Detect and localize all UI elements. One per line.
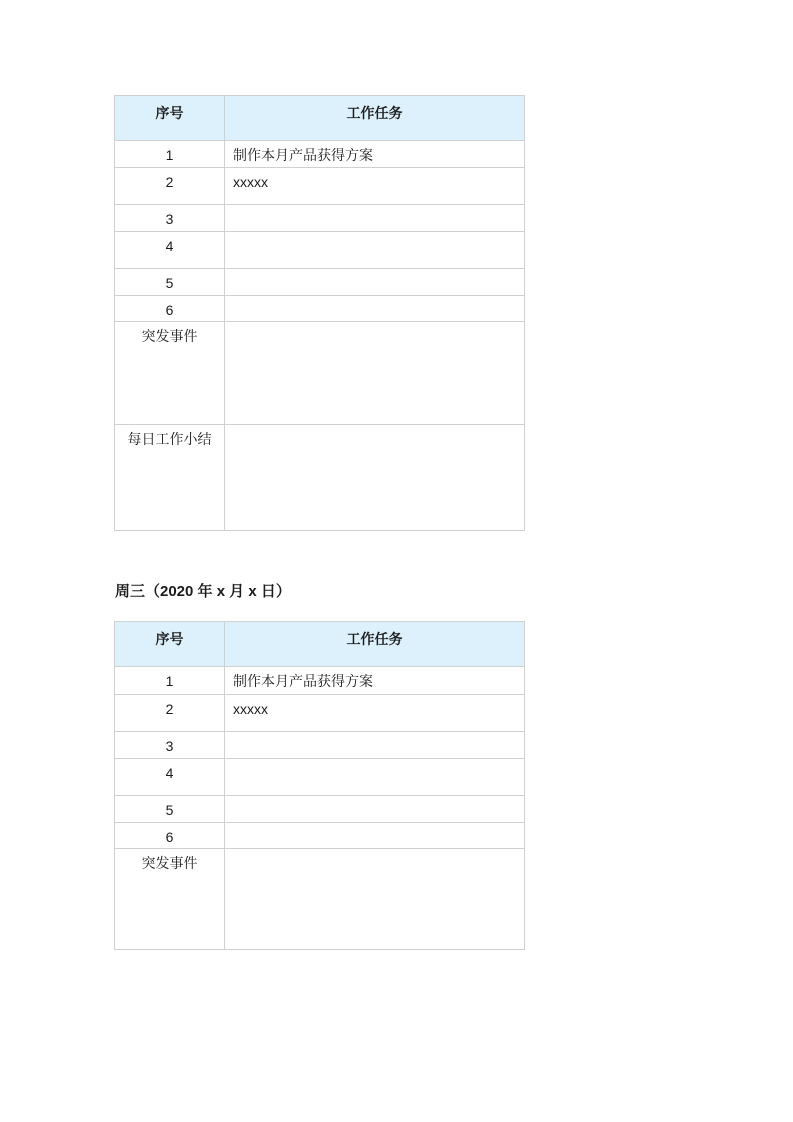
table-row bbox=[115, 141, 525, 168]
table-row-incident bbox=[115, 849, 525, 950]
work-table-day1 bbox=[114, 95, 525, 531]
row-number-cell: 6 bbox=[115, 296, 225, 322]
table-row bbox=[115, 823, 525, 849]
row-number-cell: 3 bbox=[115, 732, 225, 759]
task-cell bbox=[225, 732, 525, 759]
table-header-row bbox=[115, 96, 525, 141]
task-cell bbox=[225, 796, 525, 823]
table-row bbox=[115, 732, 525, 759]
row-number-cell: 1 bbox=[115, 141, 225, 168]
task-cell bbox=[225, 322, 525, 425]
column-header-number: 序号 bbox=[115, 96, 225, 141]
table-row bbox=[115, 205, 525, 232]
table-header-row bbox=[115, 622, 525, 667]
row-number-cell: 1 bbox=[115, 667, 225, 695]
table-row bbox=[115, 296, 525, 322]
day-heading-wednesday: 周三（2020 年 x 月 x 日） bbox=[115, 583, 291, 600]
row-number-cell: 4 bbox=[115, 232, 225, 269]
task-cell: xxxxx bbox=[225, 168, 525, 205]
table-row bbox=[115, 269, 525, 296]
table-row bbox=[115, 232, 525, 269]
task-cell bbox=[225, 425, 525, 531]
row-number-cell: 6 bbox=[115, 823, 225, 849]
row-label-cell: 突发事件 bbox=[115, 322, 225, 425]
task-cell: 制作本月产品获得方案 bbox=[225, 667, 525, 695]
table2-header bbox=[115, 622, 525, 667]
task-cell bbox=[225, 759, 525, 796]
row-number-cell: 3 bbox=[115, 205, 225, 232]
table-row bbox=[115, 168, 525, 205]
column-header-task: 工作任务 bbox=[225, 96, 525, 141]
task-cell bbox=[225, 232, 525, 269]
column-header-number: 序号 bbox=[115, 622, 225, 667]
row-number-cell: 4 bbox=[115, 759, 225, 796]
row-number-cell: 5 bbox=[115, 269, 225, 296]
task-cell: xxxxx bbox=[225, 695, 525, 732]
task-cell bbox=[225, 296, 525, 322]
row-number-cell: 5 bbox=[115, 796, 225, 823]
table-row bbox=[115, 695, 525, 732]
table-row bbox=[115, 667, 525, 695]
table-row-incident bbox=[115, 322, 525, 425]
table-row-daily-summary bbox=[115, 425, 525, 531]
task-cell bbox=[225, 849, 525, 950]
table-row bbox=[115, 796, 525, 823]
work-table-day2 bbox=[114, 621, 525, 950]
task-cell bbox=[225, 823, 525, 849]
document-content bbox=[114, 95, 524, 950]
task-cell bbox=[225, 205, 525, 232]
table-row bbox=[115, 759, 525, 796]
table1-header bbox=[115, 96, 525, 141]
row-label-cell: 突发事件 bbox=[115, 849, 225, 950]
row-number-cell: 2 bbox=[115, 695, 225, 732]
column-header-task: 工作任务 bbox=[225, 622, 525, 667]
row-number-cell: 2 bbox=[115, 168, 225, 205]
task-cell: 制作本月产品获得方案 bbox=[225, 141, 525, 168]
row-label-cell: 每日工作小结 bbox=[115, 425, 225, 531]
task-cell bbox=[225, 269, 525, 296]
